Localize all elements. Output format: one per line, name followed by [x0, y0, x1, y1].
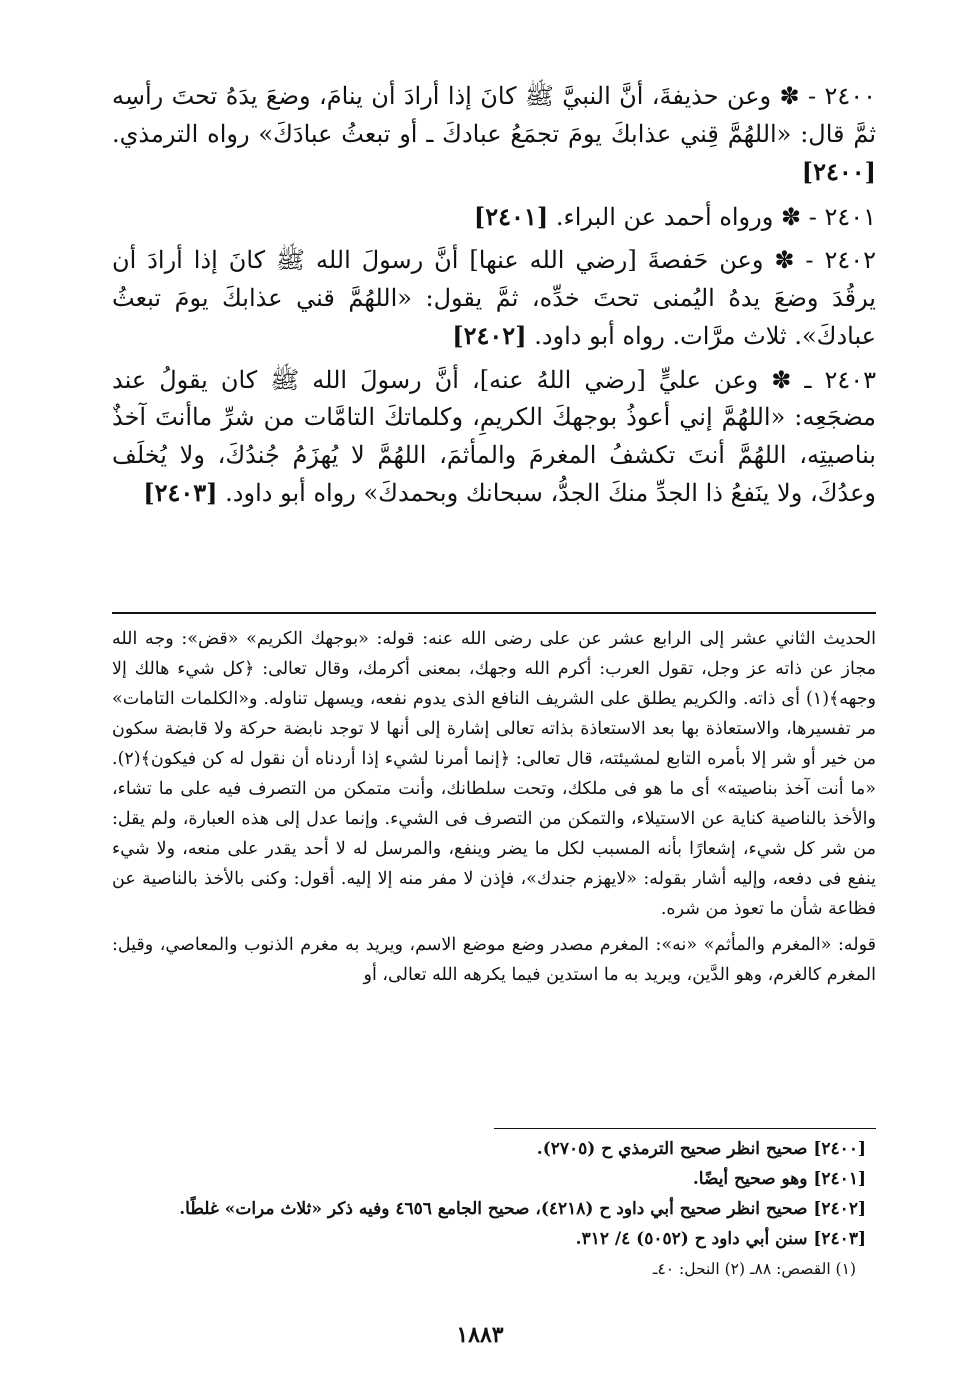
commentary-paragraph: الحديث الثاني عشر إلى الرابع عشر عن على رضى الله عنه: قوله: «بوجهك الكريم» «قض»: وجه الله مجاز عن ذاته عز وجل، تقول العرب: أكرم الله وجهك، بمعنى أكرمك، وقال تعالى: ﴿كل شيء هالك إلا وجهه﴾(١) أى ذاته. والكريم يطلق على الشريف النافع الذى يدوم نفعه، ويسهل تناوله. و«الكلمات التامات» مر تفسيرها، والاستعاذة بها بعد الاستعاذة بذاته تعالى إشارة إلى أنها لا توجد نابضة حركة ولا قابضة سكون من خير أو شر إلا بأمره التابع لمشيئته، قال تعالى: ﴿إنما أمرنا لشيء إذا أردناه أن نقول له كن فيكون﴾(٢). «ما أنت آخذ بناصيته» أى ما هو فى ملكك، وتحت سلطانك، وأنت متمكن من التصرف فيه على ما تشاء، والأخذ بالناصية كناية عن الاستيلاء، والتمكن من التصرف فى الشيء. وإنما عدل إلى هذه العبارة، ولم يقل: من شر كل شيء، إشعارًا بأنه المسبب لكل ما يضر وينفع، والمرسل له لا أحد يقدر على منعه، ولا شيء ينفع فى دفعه، وإليه أشار بقوله: «لايهزم جندك»، فإذن لا مفر منه إلا إليه. أقول: وكنى بالأخذ بالناصية عن فظاعة شأن ما تعوذ من شره. [112, 629, 876, 919]
footnote-divider [494, 1128, 876, 1129]
hadith-2403 [112, 362, 876, 513]
hadith-2401 [112, 198, 876, 237]
hadith-ref: [٢٤٠١] [473, 201, 549, 231]
footnote-2402: [٢٤٠٢] صحيح انظر صحيح أبي داود ح (٤٢١٨)، صحيح الجامع ٤٦٥٦ وفيه ذكر «ثلاث مرات» غلطًا. [179, 1199, 866, 1219]
commentary-section [112, 624, 876, 996]
footnote-2403: [٢٤٠٣] سنن أبي داود ح (٥٠٥٢) ٤/ ٣١٢. [575, 1229, 866, 1249]
hadith-section [112, 78, 876, 519]
commentary-paragraph: قوله: «المغرم والمأثم» «نه»: المغرم مصدر وضع موضع الاسم، ويريد به مغرم الذنوب والمعاصي، وقيل: المغرم كالغرم، وهو الدَّين، ويريد به ما استدين فيما يكرهه الله تعالى، أو [112, 935, 876, 985]
hadith-text: ٢٤٠٠ - ✽ وعن حذيفةَ، أنَّ النبيَّ ﷺ كانَ إذا أرادَ أن ينامَ، وضعَ يدَهُ تحتَ رأسِه ثمَّ قال: «اللهُمَّ قِني عذابكَ يومَ تجمَعُ عبادكَ ـ أو تبعثُ عبادَكَ» رواه الترمذي. [112, 82, 876, 148]
section-divider [112, 612, 876, 614]
hadith-ref: [٢٤٠٣] [143, 478, 218, 507]
hadith-text: ٢٤٠٢ - ✽ وعن حَفصةَ [رضي الله عنها] أنَّ رسولَ الله ﷺ كانَ إذا أرادَ أن يرقُدَ وضعَ يدهُ اليُمنى تحتَ خدِّه، ثمَّ يقول: «اللهُمَّ قني عذابكَ يومَ تبعثُ عبادكَ». ثلاث مرَّات. رواه أبو داود. [112, 246, 876, 350]
hadith-text: ٢٤٠١ - ✽ ورواه أحمد عن البراء. [555, 202, 876, 231]
hadith-text: ٢٤٠٣ ـ ✽ وعن عليٍّ [رضي اللهُ عنه]، أنَّ رسولَ الله ﷺ كان يقولُ عند مضجَعِه: «اللهُمَّ إني أعوذُ بوجهكَ الكريمِ، وكلماتكَ التامَّات من شرِّ ماأنتَ آخذٌ بناصيتِه، اللهُمَّ أنتَ تكشفُ المغرمَ والمأثمَ، اللهُمَّ لا يُهزَمُ جُندُكَ، ولا يُخلَف وعدُكَ، ولا ينَفعُ ذا الجدِّ منكَ الجدُّ، سبحانك وبحمدكَ» رواه أبو داود. [112, 365, 876, 507]
page-number: ١٨٨٣ [456, 1322, 504, 1348]
hadith-ref: [٢٤٠٢] [452, 321, 527, 350]
footnote-2401: [٢٤٠١] وهو صحيح أيضًا. [692, 1169, 866, 1189]
footnote-quran-refs: (١) القصص: ٨٨ـ (٢) النحل: ٤٠ـ [652, 1260, 856, 1278]
footnotes [112, 1134, 876, 1284]
hadith-2402 [112, 242, 876, 356]
footnote-2400: [٢٤٠٠] صحيح انظر صحيح الترمذي ح (٢٧٠٥). [536, 1139, 866, 1159]
hadith-2400 [112, 78, 876, 192]
hadith-ref: [٢٤٠٠] [801, 157, 876, 186]
